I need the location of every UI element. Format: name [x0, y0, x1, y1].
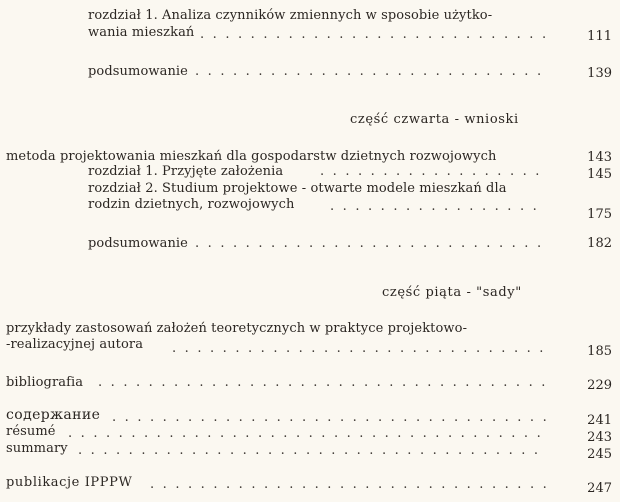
toc-entry-metoda: metoda projektowania mieszkań dla gospodarstw dzietnych rozwojowych: [6, 149, 497, 164]
page-number: 175: [587, 207, 612, 222]
dot-leader: [68, 426, 545, 442]
toc-entry-przyklady-line2: -realizacyjnej autora: [6, 337, 144, 352]
dot-leader: [112, 410, 550, 426]
toc-entry-resume: résumé: [6, 424, 56, 439]
page-number: 185: [587, 344, 612, 359]
toc-entry-publikacje: publikacje IPPPW: [6, 475, 133, 490]
dot-leader: [98, 375, 550, 391]
toc-entry-przyklady-line1: przykłady zastosowań założeń teoretycznych w praktyce projektowo-: [6, 321, 468, 336]
toc-entry-podsumowanie-part4: podsumowanie: [88, 236, 188, 251]
dot-leader: [150, 477, 550, 493]
toc-entry-rozdzial1-zalozenia: rozdział 1. Przyjęte założenia: [88, 164, 284, 179]
page-number: 139: [587, 66, 612, 81]
page-number: 247: [587, 481, 612, 496]
page-number: 143: [587, 150, 612, 165]
dot-leader: [200, 27, 545, 43]
page-number: 241: [587, 413, 612, 428]
toc-entry-bibliografia: bibliografia: [6, 375, 84, 390]
toc-entry-rozdzial1-line2: wania mieszkań: [88, 25, 195, 40]
toc-entry-rozdzial1-line1: rozdział 1. Analiza czynników zmiennych w sposobie użytko-: [88, 8, 493, 23]
toc-entry-summary: summary: [6, 441, 68, 456]
dot-leader: [330, 199, 545, 215]
dot-leader: [320, 164, 545, 180]
toc-entry-soderzhanie: содержание: [6, 407, 101, 423]
page-number: 243: [587, 430, 612, 445]
toc-entry-rozdzial2-line1: rozdział 2. Studium projektowe - otwarte modele mieszkań dla: [88, 181, 507, 196]
section-heading-part4: część czwarta - wnioski: [350, 112, 519, 127]
section-heading-part5: część piąta - "sady": [382, 285, 522, 300]
dot-leader: [195, 64, 545, 80]
dot-leader: [195, 236, 550, 252]
dot-leader: [172, 341, 550, 357]
toc-entry-podsumowanie: podsumowanie: [88, 64, 188, 79]
toc-entry-rozdzial2-line2: rodzin dzietnych, rozwojowych: [88, 197, 295, 212]
page-number: 229: [587, 378, 612, 393]
page-number: 145: [587, 167, 612, 182]
page-number: 111: [587, 29, 612, 44]
page-number: 245: [587, 447, 612, 462]
page-number: 182: [587, 236, 612, 251]
dot-leader: [78, 443, 545, 459]
